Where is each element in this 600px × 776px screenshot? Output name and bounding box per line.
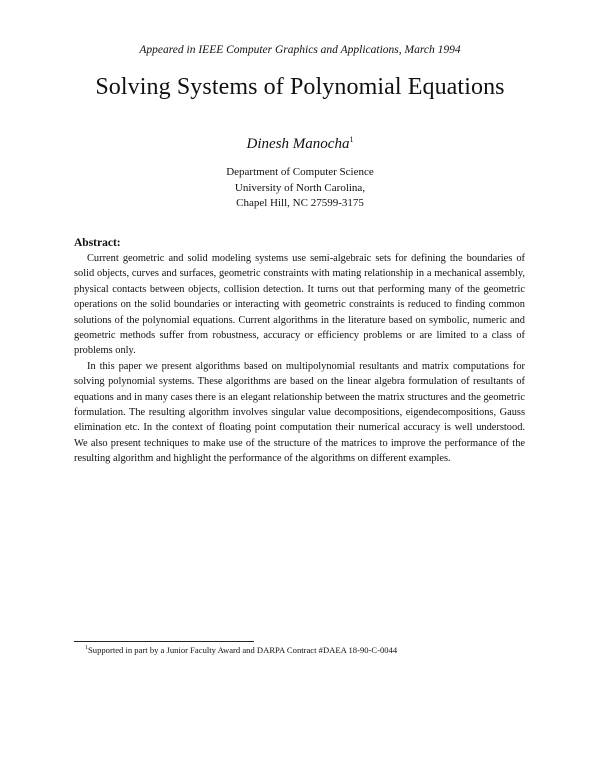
footnote-rule: [74, 641, 254, 642]
footnote-mark: 1: [85, 645, 88, 652]
abstract-paragraph: In this paper we present algorithms based on multipolynomial resultants and matrix computations for solving polynomial systems. These algorithms are based on the linear algebra formulation of resultants of equations and in many cases there is an elegant relationship between the matrix structures and the geometric formulation. The resulting algorithm involves singular value decompositions, eigendecompositions, Gauss elimination etc. In the context of floating point computation their numerical accuracy is well understood. We also present techniques to make use of the structure of the matrices to improve the performance of the resulting algorithm and highlight the performance of the algorithms on different examples.: [74, 360, 525, 465]
abstract-body: [74, 251, 525, 467]
venue-line: Appeared in IEEE Computer Graphics and Applications, March 1994: [139, 44, 461, 56]
abstract-heading: Abstract:: [74, 237, 121, 249]
footnote: [85, 645, 525, 655]
footnote-text: Supported in part by a Junior Faculty Award and DARPA Contract #DAEA 18-90-C-0044: [88, 645, 398, 655]
abstract-paragraph: Current geometric and solid modeling systems use semi-algebraic sets for defining the boundaries of solid objects, curves and surfaces, geometric constraints with mating relationship in a mechanical assembly, physical contacts between objects, collision detection. It turns out that performing many of the geometric operations on the solid boundaries or interacting with geometric constraints is reduced to finding common solutions of the polynomial equations. Current algorithms in the literature based on symbolic, numeric and geometric methods suffer from robustness, accuracy or efficiency problems or are limited to a class of problems only.: [74, 253, 525, 357]
author-line: [0, 135, 600, 153]
affiliation-department: Department of Computer Science: [226, 166, 374, 178]
affiliation-university: University of North Carolina,: [234, 181, 366, 194]
affiliation: [0, 165, 600, 212]
author-footnote-mark: 1: [349, 135, 354, 144]
paper-title: Solving Systems of Polynomial Equations: [95, 74, 505, 100]
author-name: Dinesh Manocha: [246, 136, 350, 152]
affiliation-address: Chapel Hill, NC 27599-3175: [236, 197, 364, 209]
